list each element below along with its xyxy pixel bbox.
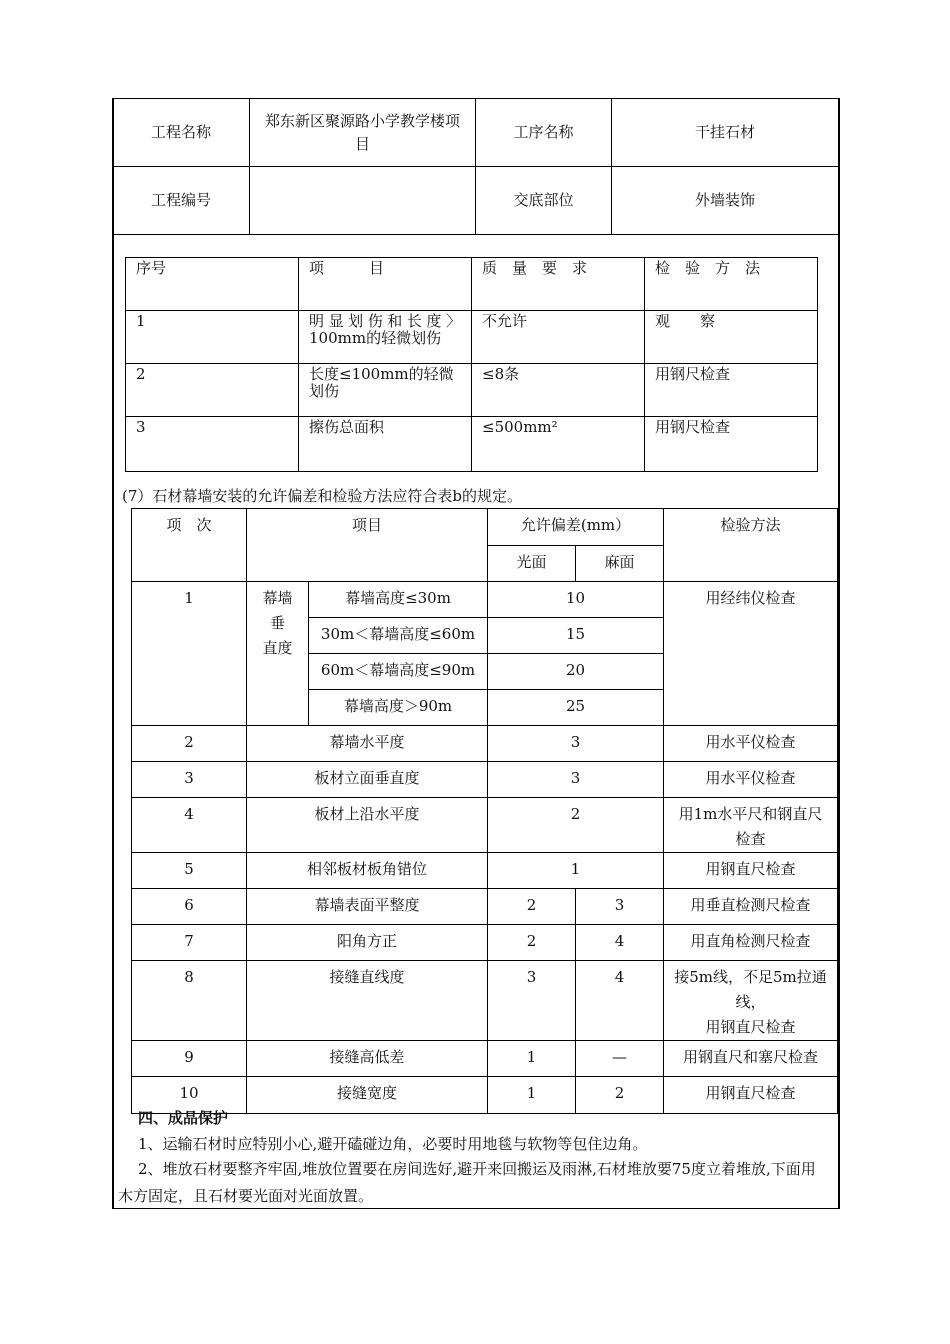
d-cell-item: 阳角方正 [247, 925, 488, 961]
d-cell-method: 用钢直尺检查 [664, 1077, 838, 1114]
d-cell-item: 接缝宽度 [247, 1077, 488, 1114]
q-cell-method: 用钢尺检查 [645, 364, 818, 417]
d-cell-method: 用直角检测尺检查 [664, 925, 838, 961]
d-cell-value: 3 [488, 762, 664, 798]
d-cell-value: 1 [488, 853, 664, 889]
d-cell-method: 用水平仪检查 [664, 762, 838, 798]
process-name-value: 干挂石材 [612, 99, 839, 167]
d-cell-item: 幕墙表面平整度 [247, 889, 488, 925]
d-header-item: 项目 [247, 509, 488, 582]
d-cell-value: 3 [488, 726, 664, 762]
note-7: (7）石材幕墙安装的允许偏差和检验方法应符合表b的规定。 [122, 487, 523, 505]
d-cell-smooth: 1 [488, 1077, 576, 1114]
q-cell-no: 2 [126, 364, 299, 417]
q-cell-method: 观 察 [645, 311, 818, 364]
d-cell-method: 接5m线，不足5m拉通线， 用钢直尺检查 [664, 961, 838, 1041]
d-cell-no: 5 [132, 853, 247, 889]
d-cell-rough: 3 [576, 889, 664, 925]
q-header-method: 检 验 方 法 [645, 258, 818, 311]
d-cell-sub: 幕墙高度＞90m [309, 690, 488, 726]
q-cell-requirement: ≤8条 [472, 364, 645, 417]
d-cell-no: 6 [132, 889, 247, 925]
table-row [132, 798, 838, 853]
d-cell-no: 10 [132, 1077, 247, 1114]
d-cell-sub: 30m＜幕墙高度≤60m [309, 618, 488, 654]
q-cell-no: 1 [126, 311, 299, 364]
d-cell-no: 9 [132, 1041, 247, 1077]
d-cell-no: 2 [132, 726, 247, 762]
d-cell-smooth: 3 [488, 961, 576, 1041]
table-row [132, 1077, 838, 1114]
table-row [126, 311, 818, 364]
d-cell-no: 3 [132, 762, 247, 798]
d-cell-method: 用经纬仪检查 [664, 582, 838, 726]
location-value: 外墙装饰 [612, 167, 839, 235]
q-header-requirement: 质 量 要 求 [472, 258, 645, 311]
d-cell-smooth: 2 [488, 925, 576, 961]
d-cell-method: 用钢直尺检查 [664, 853, 838, 889]
section-4-title: 四、成品保护 [138, 1109, 229, 1127]
q-cell-item: 明显划伤和长度〉100mm的轻微划伤 [299, 311, 472, 364]
project-name-value: 郑东新区聚源路小学教学楼项目 [250, 99, 476, 167]
d-cell-item: 相邻板材板角错位 [247, 853, 488, 889]
d-cell-item: 板材立面垂直度 [247, 762, 488, 798]
section-4-paragraph-2: 2、堆放石材要整齐牢固,堆放位置要在房间选好,避开来回搬运及雨淋,石材堆放要75度立着堆放,下面用木方固定，且石材要光面对光面放置。 [118, 1160, 816, 1205]
table-row [126, 417, 818, 472]
d-cell-rough: 4 [576, 925, 664, 961]
d-cell-rough: — [576, 1041, 664, 1077]
d-cell-group: 幕墙 垂 直度 [247, 582, 309, 726]
d-header-rough: 麻面 [576, 546, 664, 582]
d-cell-sub: 60m＜幕墙高度≤90m [309, 654, 488, 690]
q-header-item: 项 目 [299, 258, 472, 311]
q-cell-item: 擦伤总面积 [299, 417, 472, 472]
d-cell-no: 7 [132, 925, 247, 961]
table-row [132, 582, 838, 618]
table-row [132, 961, 838, 1041]
project-name-label: 工程名称 [113, 99, 250, 167]
table-row [126, 364, 818, 417]
project-no-label: 工程编号 [113, 167, 250, 235]
d-cell-smooth: 2 [488, 889, 576, 925]
d-header-method: 检验方法 [664, 509, 838, 582]
table-row [132, 925, 838, 961]
d-cell-method: 用垂直检测尺检查 [664, 889, 838, 925]
d-cell-smooth: 1 [488, 1041, 576, 1077]
d-cell-value: 25 [488, 690, 664, 726]
d-header-deviation: 允许偏差(mm） [488, 509, 664, 546]
d-cell-value: 10 [488, 582, 664, 618]
q-cell-requirement: ≤500mm² [472, 417, 645, 472]
d-cell-method: 用1m水平尺和钢直尺检查 [664, 798, 838, 853]
table-row [132, 726, 838, 762]
d-cell-method: 用钢直尺和塞尺检查 [664, 1041, 838, 1077]
d-cell-item: 接缝高低差 [247, 1041, 488, 1077]
d-header-smooth: 光面 [488, 546, 576, 582]
d-cell-item: 板材上沿水平度 [247, 798, 488, 853]
header-table [112, 98, 839, 235]
q-cell-requirement: 不允许 [472, 311, 645, 364]
q-cell-no: 3 [126, 417, 299, 472]
q-header-no: 序号 [126, 258, 299, 311]
d-cell-rough: 4 [576, 961, 664, 1041]
table-row [132, 762, 838, 798]
d-cell-value: 2 [488, 798, 664, 853]
d-cell-sub: 幕墙高度≤30m [309, 582, 488, 618]
d-cell-value: 20 [488, 654, 664, 690]
d-cell-item: 接缝直线度 [247, 961, 488, 1041]
q-cell-item: 长度≤100mm的轻微划伤 [299, 364, 472, 417]
d-cell-no: 8 [132, 961, 247, 1041]
quality-table [125, 257, 818, 472]
deviation-table [131, 508, 838, 1114]
d-cell-item: 幕墙水平度 [247, 726, 488, 762]
d-cell-value: 15 [488, 618, 664, 654]
table-row [132, 1041, 838, 1077]
project-no-value [250, 167, 476, 235]
section-4-paragraph-1: 1、运输石材时应特别小心,避开磕碰边角，必要时用地毯与软物等包住边角。 [138, 1135, 648, 1153]
d-cell-no: 4 [132, 798, 247, 853]
table-row [132, 853, 838, 889]
d-cell-no: 1 [132, 582, 247, 726]
table-row [132, 889, 838, 925]
d-header-no: 项 次 [132, 509, 247, 582]
d-cell-rough: 2 [576, 1077, 664, 1114]
q-cell-method: 用钢尺检查 [645, 417, 818, 472]
process-name-label: 工序名称 [476, 99, 612, 167]
location-label: 交底部位 [476, 167, 612, 235]
d-cell-method: 用水平仪检查 [664, 726, 838, 762]
